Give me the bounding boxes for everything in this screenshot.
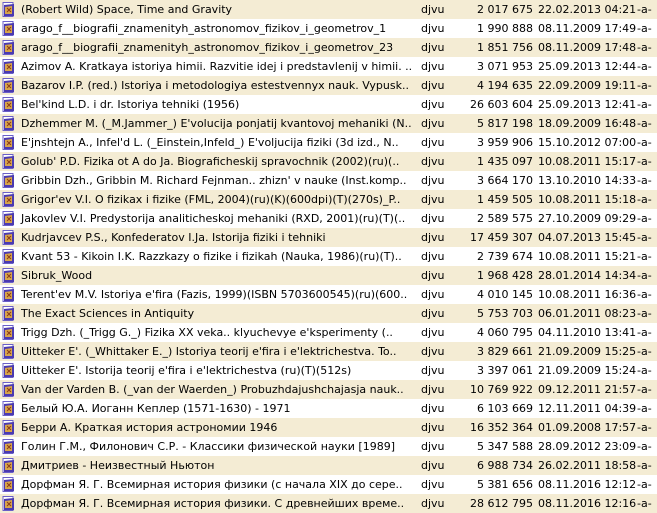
file-attributes: -a- xyxy=(637,459,652,472)
file-size: 5 817 198 xyxy=(477,117,533,130)
file-row[interactable] xyxy=(0,247,657,266)
djvu-file-icon xyxy=(2,97,18,112)
file-row[interactable] xyxy=(0,323,657,342)
file-extension: djvu xyxy=(421,41,445,54)
file-name: Kudrjavcev P.S., Konfederatov I.Ja. Istorija fiziki i tehniki xyxy=(21,231,326,244)
file-date: 10.08.2011 15:18 xyxy=(538,193,637,206)
djvu-file-icon xyxy=(2,249,18,264)
file-size: 4 060 795 xyxy=(477,326,533,339)
djvu-file-icon xyxy=(2,477,18,492)
file-extension: djvu xyxy=(421,288,445,301)
file-extension: djvu xyxy=(421,231,445,244)
file-row[interactable] xyxy=(0,38,657,57)
file-name: Голин Г.М., Филонович С.Р. - Классики физической науки [1989] xyxy=(21,440,395,453)
file-size: 3 071 953 xyxy=(477,60,533,73)
file-name: Kvant 53 - Kikoin I.K. Razzkazy o fizike i fizikah (Nauka, 1986)(ru)(T).. xyxy=(21,250,402,263)
file-row[interactable] xyxy=(0,494,657,513)
djvu-file-icon xyxy=(2,78,18,93)
file-name: Golub' P.D. Fizika ot A do Ja. Biograficheskij spravochnik (2002)(ru)(.. xyxy=(21,155,400,168)
file-attributes: -a- xyxy=(637,22,652,35)
djvu-file-icon xyxy=(2,363,18,378)
djvu-file-icon xyxy=(2,59,18,74)
file-extension: djvu xyxy=(421,440,445,453)
file-date: 09.12.2011 21:57 xyxy=(538,383,637,396)
file-extension: djvu xyxy=(421,60,445,73)
djvu-file-icon xyxy=(2,21,18,36)
file-extension: djvu xyxy=(421,22,445,35)
file-attributes: -a- xyxy=(637,60,652,73)
file-attributes: -a- xyxy=(637,3,652,16)
file-row[interactable] xyxy=(0,76,657,95)
file-attributes: -a- xyxy=(637,174,652,187)
file-date: 21.09.2009 15:25 xyxy=(538,345,637,358)
file-row[interactable] xyxy=(0,19,657,38)
file-extension: djvu xyxy=(421,212,445,225)
file-date: 08.11.2016 12:16 xyxy=(538,497,637,510)
file-date: 13.10.2010 14:33 xyxy=(538,174,637,187)
djvu-file-icon xyxy=(2,192,18,207)
djvu-file-icon xyxy=(2,420,18,435)
djvu-file-icon xyxy=(2,325,18,340)
file-size: 4 010 145 xyxy=(477,288,533,301)
file-name: Trigg Dzh. (_Trigg G._) Fizika XX veka.. klyuchevye e'ksperimenty (.. xyxy=(21,326,393,339)
file-name: E'jnshtejn A., Infel'd L. (_Einstein,Infeld_) E'voljucija fiziki (3d izd., N.. xyxy=(21,136,399,149)
file-name: Terent'ev M.V. Istoriya e'fira (Fazis, 1999)(ISBN 5703600545)(ru)(600.. xyxy=(21,288,408,301)
file-extension: djvu xyxy=(421,497,445,510)
djvu-file-icon xyxy=(2,344,18,359)
file-size: 1 851 756 xyxy=(477,41,533,54)
djvu-file-icon xyxy=(2,173,18,188)
file-attributes: -a- xyxy=(637,383,652,396)
file-row[interactable] xyxy=(0,95,657,114)
file-name: (Robert Wild) Space, Time and Gravity xyxy=(21,3,233,16)
file-row[interactable] xyxy=(0,171,657,190)
file-extension: djvu xyxy=(421,174,445,187)
file-size: 3 664 170 xyxy=(477,174,533,187)
file-size: 2 589 575 xyxy=(477,212,533,225)
file-extension: djvu xyxy=(421,193,445,206)
djvu-file-icon xyxy=(2,458,18,473)
file-size: 5 381 656 xyxy=(477,478,533,491)
file-name: Dzhemmer M. (_M.Jammer_) E'volucija ponjatij kvantovoj mehaniki (N.. xyxy=(21,117,412,130)
file-size: 1 459 505 xyxy=(477,193,533,206)
djvu-file-icon xyxy=(2,116,18,131)
file-row[interactable] xyxy=(0,0,657,19)
file-row[interactable] xyxy=(0,228,657,247)
file-extension: djvu xyxy=(421,459,445,472)
file-attributes: -a- xyxy=(637,402,652,415)
file-row[interactable] xyxy=(0,456,657,475)
file-attributes: -a- xyxy=(637,231,652,244)
file-row[interactable] xyxy=(0,380,657,399)
file-name: Дорфман Я. Г. Всемирная история физики (с начала XIX до сере.. xyxy=(21,478,403,491)
file-extension: djvu xyxy=(421,250,445,263)
file-name: arago_f__biografii_znamenityh_astronomov_fizikov_i_geometrov_1 xyxy=(21,22,387,35)
file-date: 26.02.2011 18:58 xyxy=(538,459,637,472)
file-date: 10.08.2011 16:36 xyxy=(538,288,637,301)
file-name: Bel'kind L.D. i dr. Istoriya tehniki (1956) xyxy=(21,98,240,111)
file-row[interactable] xyxy=(0,342,657,361)
file-size: 5 753 703 xyxy=(477,307,533,320)
file-attributes: -a- xyxy=(637,212,652,225)
file-extension: djvu xyxy=(421,155,445,168)
file-row[interactable] xyxy=(0,133,657,152)
file-date: 25.09.2013 12:41 xyxy=(538,98,637,111)
file-extension: djvu xyxy=(421,117,445,130)
file-date: 15.10.2012 07:00 xyxy=(538,136,637,149)
file-name: Дорфман Я. Г. Всемирная история физики. С древнейших време.. xyxy=(21,497,405,510)
file-extension: djvu xyxy=(421,79,445,92)
file-size: 26 603 604 xyxy=(470,98,533,111)
file-row[interactable] xyxy=(0,209,657,228)
file-size: 10 769 922 xyxy=(470,383,533,396)
djvu-file-icon xyxy=(2,382,18,397)
file-row[interactable] xyxy=(0,361,657,380)
file-extension: djvu xyxy=(421,326,445,339)
djvu-file-icon xyxy=(2,439,18,454)
file-date: 04.11.2010 13:41 xyxy=(538,326,637,339)
file-size: 6 988 734 xyxy=(477,459,533,472)
file-date: 08.11.2009 17:48 xyxy=(538,41,637,54)
file-name: Дмитриев - Неизвестный Ньютон xyxy=(21,459,215,472)
file-row[interactable] xyxy=(0,114,657,133)
file-extension: djvu xyxy=(421,383,445,396)
file-size: 3 397 061 xyxy=(477,364,533,377)
djvu-file-icon xyxy=(2,211,18,226)
file-size: 2 739 674 xyxy=(477,250,533,263)
file-extension: djvu xyxy=(421,3,445,16)
file-attributes: -a- xyxy=(637,288,652,301)
file-extension: djvu xyxy=(421,421,445,434)
djvu-file-icon xyxy=(2,287,18,302)
file-attributes: -a- xyxy=(637,440,652,453)
file-extension: djvu xyxy=(421,136,445,149)
file-attributes: -a- xyxy=(637,155,652,168)
file-name: Uitteker E'. (_Whittaker E._) Istoriya teorij e'fira i e'lektrichestva. To.. xyxy=(21,345,397,358)
file-date: 10.08.2011 15:17 xyxy=(538,155,637,168)
file-row[interactable] xyxy=(0,190,657,209)
file-date: 25.09.2013 12:44 xyxy=(538,60,637,73)
file-size: 28 612 795 xyxy=(470,497,533,510)
file-row[interactable] xyxy=(0,152,657,171)
file-size: 4 194 635 xyxy=(477,79,533,92)
file-date: 27.10.2009 09:29 xyxy=(538,212,637,225)
file-size: 1 968 428 xyxy=(477,269,533,282)
file-date: 01.09.2008 17:57 xyxy=(538,421,637,434)
file-size: 1 990 888 xyxy=(477,22,533,35)
file-size: 3 959 906 xyxy=(477,136,533,149)
file-date: 22.02.2013 04:21 xyxy=(538,3,637,16)
file-size: 17 459 307 xyxy=(470,231,533,244)
file-attributes: -a- xyxy=(637,193,652,206)
file-extension: djvu xyxy=(421,402,445,415)
file-name: Jakovlev V.I. Predystorija analiticheskoj mehaniki (RXD, 2001)(ru)(T)(.. xyxy=(21,212,406,225)
file-date: 21.09.2009 15:24 xyxy=(538,364,637,377)
file-date: 10.08.2011 15:21 xyxy=(538,250,637,263)
file-size: 6 103 669 xyxy=(477,402,533,415)
djvu-file-icon xyxy=(2,306,18,321)
file-name: Sibruk_Wood xyxy=(21,269,93,282)
file-size: 5 347 588 xyxy=(477,440,533,453)
file-date: 08.11.2016 12:12 xyxy=(538,478,637,491)
djvu-file-icon xyxy=(2,2,18,17)
file-attributes: -a- xyxy=(637,421,652,434)
file-name: Белый Ю.А. Иоганн Кеплер (1571-1630) - 1971 xyxy=(21,402,291,415)
file-name: Берри А. Краткая история астрономии 1946 xyxy=(21,421,278,434)
file-row[interactable] xyxy=(0,266,657,285)
file-attributes: -a- xyxy=(637,364,652,377)
file-date: 28.09.2012 23:09 xyxy=(538,440,637,453)
file-row[interactable] xyxy=(0,285,657,304)
file-size: 1 435 097 xyxy=(477,155,533,168)
file-size: 16 352 364 xyxy=(470,421,533,434)
file-name: Grigor'ev V.I. O fizikax i fizike (FML, 2004)(ru)(K)(600dpi)(T)(270s)_P.. xyxy=(21,193,401,206)
file-attributes: -a- xyxy=(637,117,652,130)
file-date: 12.11.2011 04:39 xyxy=(538,402,637,415)
file-attributes: -a- xyxy=(637,269,652,282)
djvu-file-icon xyxy=(2,230,18,245)
djvu-file-icon xyxy=(2,496,18,511)
file-size: 3 829 661 xyxy=(477,345,533,358)
file-extension: djvu xyxy=(421,364,445,377)
file-attributes: -a- xyxy=(637,41,652,54)
djvu-file-icon xyxy=(2,40,18,55)
file-name: Uitteker E'. Istorija teorij e'fira i e'lektrichestva (ru)(T)(512s) xyxy=(21,364,352,377)
file-date: 06.01.2011 08:23 xyxy=(538,307,637,320)
file-name: Azimov A. Kratkaya istoriya himii. Razvitie idej i predstavlenij v himii. .. xyxy=(21,60,413,73)
file-attributes: -a- xyxy=(637,478,652,491)
file-row[interactable] xyxy=(0,437,657,456)
djvu-file-icon xyxy=(2,135,18,150)
file-attributes: -a- xyxy=(637,326,652,339)
file-extension: djvu xyxy=(421,98,445,111)
file-attributes: -a- xyxy=(637,345,652,358)
file-extension: djvu xyxy=(421,307,445,320)
file-attributes: -a- xyxy=(637,250,652,263)
file-extension: djvu xyxy=(421,345,445,358)
file-size: 2 017 675 xyxy=(477,3,533,16)
file-name: arago_f__biografii_znamenityh_astronomov_fizikov_i_geometrov_23 xyxy=(21,41,394,54)
file-date: 18.09.2009 16:48 xyxy=(538,117,637,130)
file-extension: djvu xyxy=(421,269,445,282)
file-name: The Exact Sciences in Antiquity xyxy=(21,307,195,320)
djvu-file-icon xyxy=(2,268,18,283)
file-extension: djvu xyxy=(421,478,445,491)
file-name: Gribbin Dzh., Gribbin M. Richard Fejnman.. zhizn' v nauke (Inst.komp.. xyxy=(21,174,407,187)
file-attributes: -a- xyxy=(637,497,652,510)
file-row[interactable] xyxy=(0,57,657,76)
file-date: 04.07.2013 15:45 xyxy=(538,231,637,244)
file-row[interactable] xyxy=(0,399,657,418)
djvu-file-icon xyxy=(2,401,18,416)
file-row[interactable] xyxy=(0,475,657,494)
file-row[interactable] xyxy=(0,418,657,437)
file-date: 08.11.2009 17:49 xyxy=(538,22,637,35)
file-attributes: -a- xyxy=(637,136,652,149)
file-attributes: -a- xyxy=(637,98,652,111)
file-attributes: -a- xyxy=(637,307,652,320)
file-date: 28.01.2014 14:34 xyxy=(538,269,637,282)
file-attributes: -a- xyxy=(637,79,652,92)
file-name: Bazarov I.P. (red.) Istoriya i metodologiya estestvennyx nauk. Vypusk.. xyxy=(21,79,409,92)
djvu-file-icon xyxy=(2,154,18,169)
file-name: Van der Varden B. (_van der Waerden_) Probuzhdajushchajasja nauk.. xyxy=(21,383,404,396)
file-row[interactable] xyxy=(0,304,657,323)
file-date: 22.09.2009 19:11 xyxy=(538,79,637,92)
